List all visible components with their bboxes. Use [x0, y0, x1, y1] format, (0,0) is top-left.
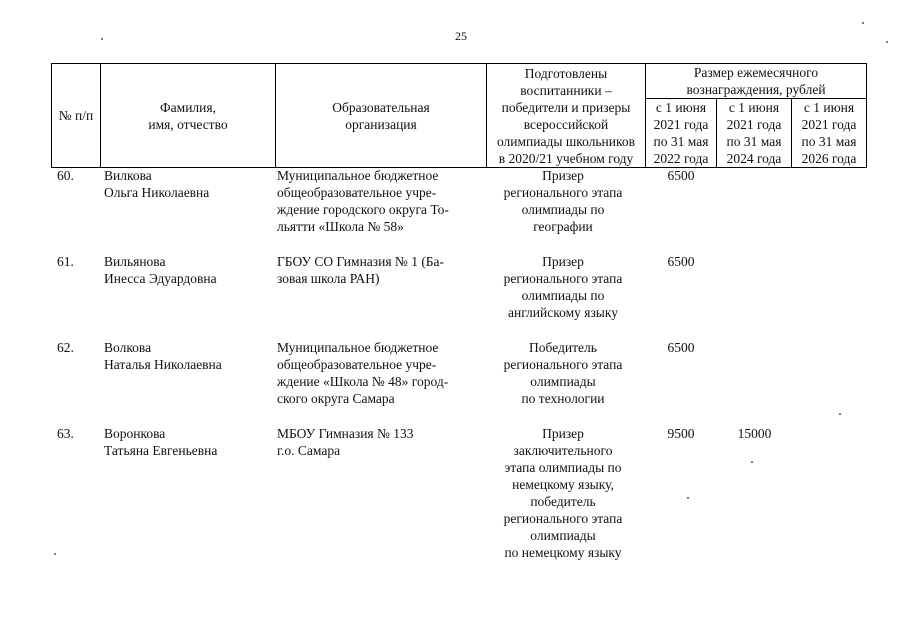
header-achv-line: в 2020/21 учебном году	[498, 150, 634, 166]
header-award	[646, 64, 867, 99]
award-2022: 9500	[667, 426, 695, 441]
row-number: 63.	[57, 426, 74, 441]
achv-line: олимпиады по	[521, 288, 605, 303]
scan-speck	[54, 553, 56, 555]
name-line: Наталья Николаевна	[104, 357, 222, 372]
scan-speck	[862, 22, 864, 24]
row-number: 60.	[57, 168, 74, 183]
achv-line: регионального этапа	[503, 185, 623, 200]
scan-speck	[751, 461, 753, 463]
achv-line: Призер	[542, 426, 584, 441]
achv-line: регионального этапа	[503, 271, 623, 286]
person-name	[104, 253, 274, 287]
scan-speck	[687, 497, 689, 499]
header-period-2026	[792, 99, 867, 168]
header-org	[276, 64, 487, 168]
achv-line: победитель	[530, 494, 596, 509]
org-line: ждение «Школа № 48» город-	[277, 374, 449, 389]
org-line: МБОУ Гимназия № 133	[277, 426, 414, 441]
row-number: 62.	[57, 340, 74, 355]
org-line: общеобразовательное учре-	[277, 185, 437, 200]
header-achv-line: победители и призеры	[501, 99, 631, 115]
period-line: 2021 года	[801, 117, 857, 132]
achievement	[485, 339, 641, 407]
achv-line: по технологии	[521, 391, 605, 406]
scan-speck	[886, 41, 888, 43]
achv-line: регионального этапа	[503, 357, 623, 372]
org-line: зовая школа РАН)	[277, 271, 380, 286]
scan-speck	[839, 413, 841, 415]
name-line: Воронкова	[104, 426, 166, 441]
achv-line: заключительного	[513, 443, 613, 458]
org-line: ждение городского округа То-	[277, 202, 449, 217]
header-period-2022	[646, 99, 717, 168]
award-2022: 6500	[667, 254, 695, 269]
table-header	[51, 63, 867, 168]
period-line: 2026 года	[801, 151, 857, 166]
achv-line: олимпиады	[530, 528, 596, 543]
achv-line: Призер	[542, 168, 584, 183]
achievement	[485, 253, 641, 321]
page-number: 25	[455, 29, 467, 43]
period-line: 2021 года	[726, 117, 782, 132]
row-number: 61.	[57, 254, 74, 269]
period-line: по 31 мая	[801, 134, 857, 149]
achv-line: по немецкому языку	[504, 545, 622, 560]
org-line: ского округа Самара	[277, 391, 395, 406]
achv-line: Призер	[542, 254, 584, 269]
name-line: Вильянова	[104, 254, 166, 269]
period-line: с 1 июня	[655, 100, 707, 115]
organization	[277, 253, 477, 287]
name-line: Инесса Эдуардовна	[104, 271, 217, 286]
header-award-line: Размер ежемесячного	[693, 65, 819, 80]
award-2022: 6500	[667, 340, 695, 355]
person-name	[104, 167, 274, 201]
period-line: с 1 июня	[728, 100, 780, 115]
name-line: Ольга Николаевна	[104, 185, 210, 200]
org-line: льятти «Школа № 58»	[277, 219, 404, 234]
period-line: по 31 мая	[653, 134, 709, 149]
person-name	[104, 339, 274, 373]
achv-line: Победитель	[529, 340, 597, 355]
header-org-line: Образовательная	[332, 99, 430, 115]
header-name-line: имя, отчество	[148, 116, 228, 132]
header-period-2024	[717, 99, 792, 168]
achv-line: олимпиады	[530, 374, 596, 389]
header-achv-line: Подготовлены	[524, 65, 608, 81]
achv-line: географии	[533, 219, 593, 234]
org-line: ГБОУ СО Гимназия № 1 (Ба-	[277, 254, 445, 269]
header-name-line: Фамилия,	[160, 99, 216, 115]
period-line: по 31 мая	[726, 134, 782, 149]
organization	[277, 167, 477, 235]
header-achv-line: всероссийской	[523, 116, 609, 132]
header-achv-line: олимпиады школьников	[496, 133, 635, 149]
period-line: 2021 года	[653, 117, 709, 132]
header-name	[101, 64, 276, 168]
award-2024: 15000	[737, 426, 772, 441]
achv-line: регионального этапа	[503, 511, 623, 526]
header-award-line: вознаграждения, рублей	[686, 82, 826, 97]
header-achv-line: воспитанники –	[520, 82, 612, 98]
period-line: 2024 года	[726, 151, 782, 166]
org-line: Муниципальное бюджетное	[277, 340, 439, 355]
name-line: Вилкова	[104, 168, 152, 183]
period-line: 2022 года	[653, 151, 709, 166]
achv-line: английскому языку	[507, 305, 618, 320]
achievement	[485, 425, 641, 561]
organization	[277, 425, 477, 459]
org-line: общеобразовательное учре-	[277, 357, 437, 372]
header-achievement	[487, 64, 646, 168]
organization	[277, 339, 477, 407]
person-name	[104, 425, 274, 459]
achv-line: немецкому языку,	[512, 477, 614, 492]
scan-speck	[101, 38, 103, 40]
name-line: Татьяна Евгеньевна	[104, 443, 218, 458]
award-2022: 6500	[667, 168, 695, 183]
achievement	[485, 167, 641, 235]
org-line: г.о. Самара	[277, 443, 341, 458]
achv-line: олимпиады по	[521, 202, 605, 217]
org-line: Муниципальное бюджетное	[277, 168, 439, 183]
header-num: № п/п	[52, 64, 101, 168]
period-line: с 1 июня	[803, 100, 855, 115]
achv-line: этапа олимпиады по	[504, 460, 622, 475]
name-line: Волкова	[104, 340, 152, 355]
header-org-line: организация	[345, 116, 417, 132]
